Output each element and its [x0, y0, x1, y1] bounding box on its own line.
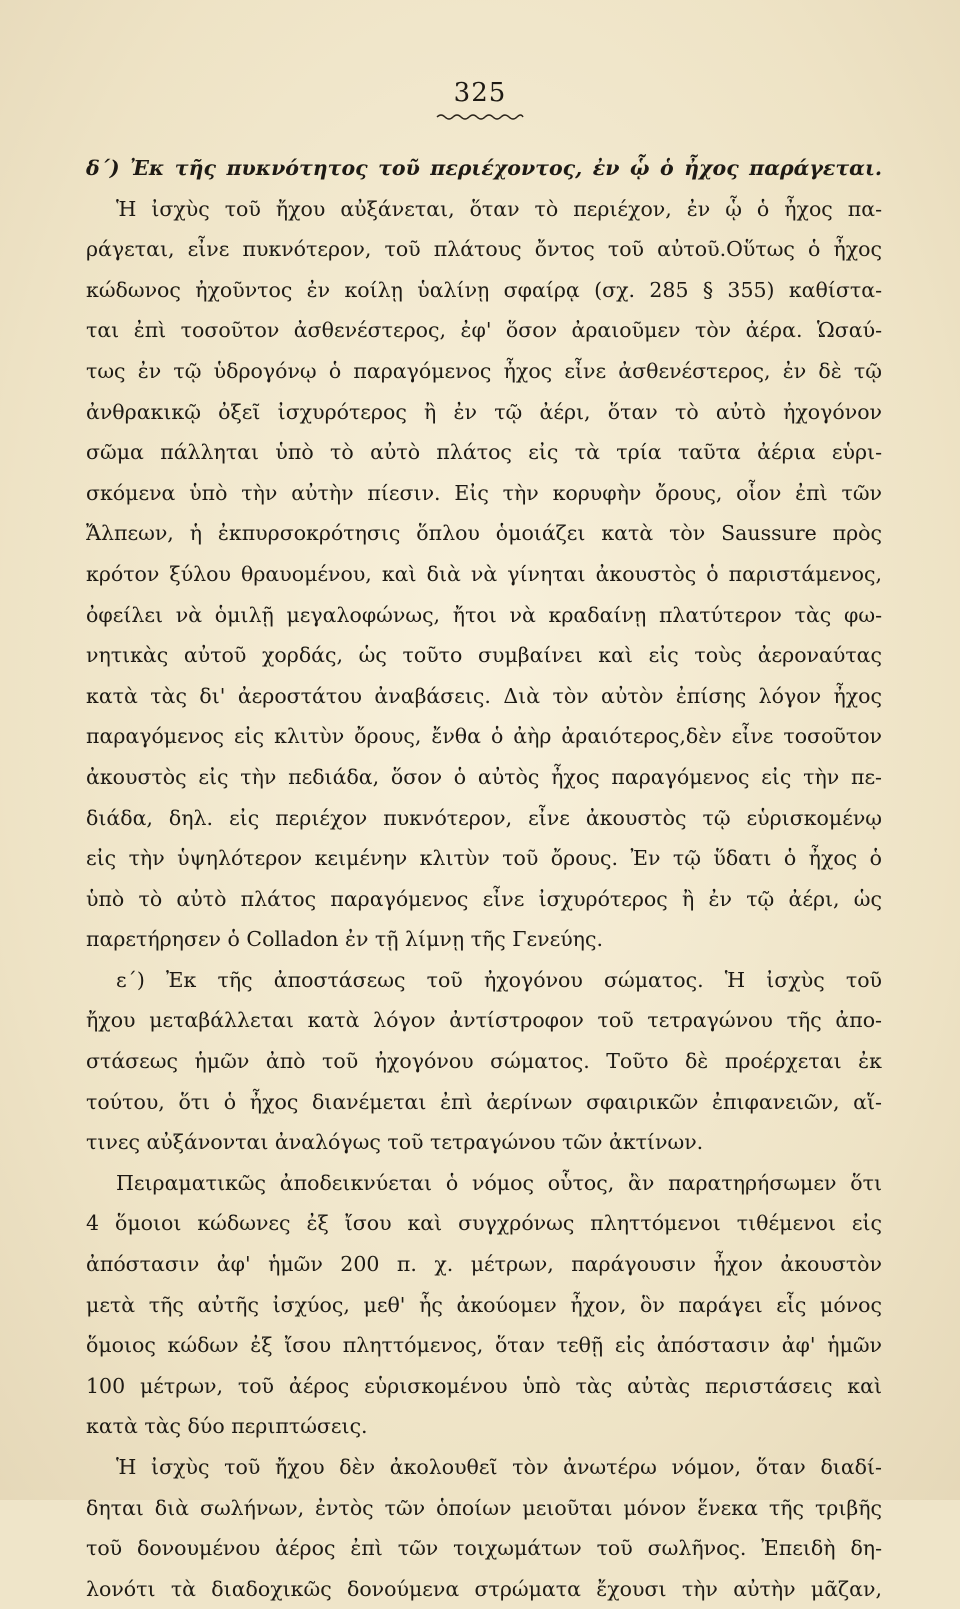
- text-line: στάσεως ἡμῶν ἀπὸ τοῦ ἠχογόνου σώματος. Τοῦτο δὲ προέρχεται ἐκ: [86, 1049, 882, 1074]
- text-line: ράγεται, εἶνε πυκνότερον, τοῦ πλάτους ὄντος τοῦ αὐτοῦ.Οὕτως ὁ ἦχος: [86, 237, 882, 262]
- text-line: ὀφείλει νὰ ὁμιλῇ μεγαλοφώνως, ἤτοι νὰ κραδαίνῃ πλατύτερον τὰς φω-: [86, 602, 882, 627]
- text-line: Ἄλπεων, ἡ ἐκπυρσοκρότησις ὅπλου ὁμοιάζει κατὰ τὸν Saussure πρὸς: [86, 521, 882, 546]
- text-line: σκόμενα ὑπὸ τὴν αὐτὴν πίεσιν. Εἰς τὴν κορυφὴν ὄρους, οἷον ἐπὶ τῶν: [86, 480, 882, 505]
- text-line: ἤχου μεταβάλλεται κατὰ λόγον ἀντίστροφον τοῦ τετραγώνου τῆς ἀπο-: [86, 1008, 882, 1033]
- text-line: ὅμοιος κώδων ἐξ ἴσου πληττόμενος, ὅταν τεθῇ εἰς ἀπόστασιν ἀφ' ἡμῶν: [86, 1333, 882, 1358]
- text-line: κώδωνος ἠχοῦντος ἐν κοίλῃ ὑαλίνῃ σφαίρᾳ (σχ. 285 § 355) καθίστα-: [86, 277, 882, 302]
- text-line: παρετήρησεν ὁ Colladon ἐν τῇ λίμνῃ τῆς Γενεύης.: [86, 927, 603, 952]
- page-header: [0, 78, 960, 122]
- text-line: δηται διὰ σωλήνων, ἐντὸς τῶν ὁποίων μειοῦται μόνον ἕνεκα τῆς τριβῆς: [86, 1495, 882, 1520]
- text-line: νητικὰς αὐτοῦ χορδάς, ὡς τοῦτο συμβαίνει καὶ εἰς τοὺς ἀεροναύτας: [86, 643, 882, 668]
- text-line: 100 μέτρων, τοῦ ἀέρος εὑρισκομένου ὑπὸ τὰς αὐτὰς περιστάσεις καὶ: [86, 1373, 882, 1398]
- section-heading-delta: δ΄) Ἐκ τῆς πυκνότητος τοῦ περιέχοντος, ἐν ᾧ ὁ ἦχος παράγεται.: [86, 156, 882, 180]
- section-heading-epsilon: ε΄) Ἐκ τῆς ἀποστάσεως τοῦ ἠχογόνου σώματος. Ἡ ἰσχὺς τοῦ: [116, 967, 882, 992]
- body-text: [86, 148, 882, 1609]
- text-line: τινες αὐξάνονται ἀναλόγως τοῦ τετραγώνου τῶν ἀκτίνων.: [86, 1130, 704, 1155]
- text-line: ἀπόστασιν ἀφ' ἡμῶν 200 π. χ. μέτρων, παράγουσιν ἦχον ἀκουστὸν: [86, 1252, 882, 1277]
- text-line: κατὰ τὰς δύο περιπτώσεις.: [86, 1414, 368, 1439]
- text-line: τως ἐν τῷ ὑδρογόνῳ ὁ παραγόμενος ἦχος εἶνε ἀσθενέστερος, ἐν δὲ τῷ: [86, 358, 882, 383]
- text-line: ἀνθρακικῷ ὀξεῖ ἰσχυρότερος ἢ ἐν τῷ ἀέρι, ὅταν τὸ αὐτὸ ἠχογόνον: [86, 399, 882, 424]
- text-line: Ἡ ἰσχὺς τοῦ ἤχου δὲν ἀκολουθεῖ τὸν ἀνωτέρω νόμον, ὅταν διαδί-: [116, 1455, 882, 1479]
- text-line: Ἡ ἰσχὺς τοῦ ἤχου αὐξάνεται, ὅταν τὸ περιέχον, ἐν ᾧ ὁ ἦχος πα-: [116, 196, 882, 221]
- text-line: σῶμα πάλληται ὑπὸ τὸ αὐτὸ πλάτος εἰς τὰ τρία ταῦτα ἀέρια εὑρι-: [86, 440, 882, 465]
- text-line: λονότι τὰ διαδοχικῶς δονούμενα στρώματα ἔχουσι τὴν αὐτὴν μᾶζαν,: [86, 1576, 882, 1601]
- text-line: κρότον ξύλου θραυομένου, καὶ διὰ νὰ γίνηται ἀκουστὸς ὁ παριστάμενος,: [86, 561, 882, 586]
- text-line: 4 ὅμοιοι κώδωνες ἐξ ἴσου καὶ συγχρόνως πληττόμενοι τιθέμενοι εἰς: [86, 1211, 882, 1236]
- page-number: 325: [453, 78, 507, 108]
- text-line: ἀκουστὸς εἰς τὴν πεδιάδα, ὅσον ὁ αὐτὸς ἦχος παραγόμενος εἰς τὴν πε-: [86, 764, 882, 789]
- text-line: παραγόμενος εἰς κλιτὺν ὄρους, ἔνθα ὁ ἀὴρ ἀραιότερος,δὲν εἶνε τοσοῦτον: [86, 724, 882, 749]
- text-line: μετὰ τῆς αὐτῆς ἰσχύος, μεθ' ἧς ἀκούομεν ἦχον, ὃν παράγει εἷς μόνος: [86, 1292, 882, 1317]
- text-line: εἰς τὴν ὑψηλότερον κειμένην κλιτὺν τοῦ ὄρους. Ἐν τῷ ὕδατι ὁ ἦχος ὁ: [86, 846, 882, 871]
- text-line: τούτου, ὅτι ὁ ἦχος διανέμεται ἐπὶ ἀερίνων σφαιρικῶν ἐπιφανειῶν, αἵ-: [86, 1089, 882, 1114]
- text-line: Πειραματικῶς ἀποδεικνύεται ὁ νόμος οὗτος, ἂν παρατηρήσωμεν ὅτι: [116, 1170, 882, 1195]
- wavy-rule-ornament: [435, 112, 525, 122]
- text-line: διάδα, δηλ. εἰς περιέχον πυκνότερον, εἶνε ἀκουστὸς τῷ εὑρισκομένῳ: [86, 805, 882, 830]
- text-line: ται ἐπὶ τοσοῦτον ἀσθενέστερος, ἐφ' ὅσον ἀραιοῦμεν τὸν ἀέρα. Ὡσαύ-: [86, 318, 882, 343]
- text-line: ὑπὸ τὸ αὐτὸ πλάτος παραγόμενος εἶνε ἰσχυρότερος ἢ ἐν τῷ ἀέρι, ὡς: [86, 886, 882, 911]
- text-line: τοῦ δονουμένου ἀέρος ἐπὶ τῶν τοιχωμάτων τοῦ σωλῆνος. Ἐπειδὴ δη-: [86, 1536, 882, 1561]
- text-line: κατὰ τὰς δι' ἀεροστάτου ἀναβάσεις. Διὰ τὸν αὐτὸν ἐπίσης λόγον ἦχος: [86, 683, 882, 708]
